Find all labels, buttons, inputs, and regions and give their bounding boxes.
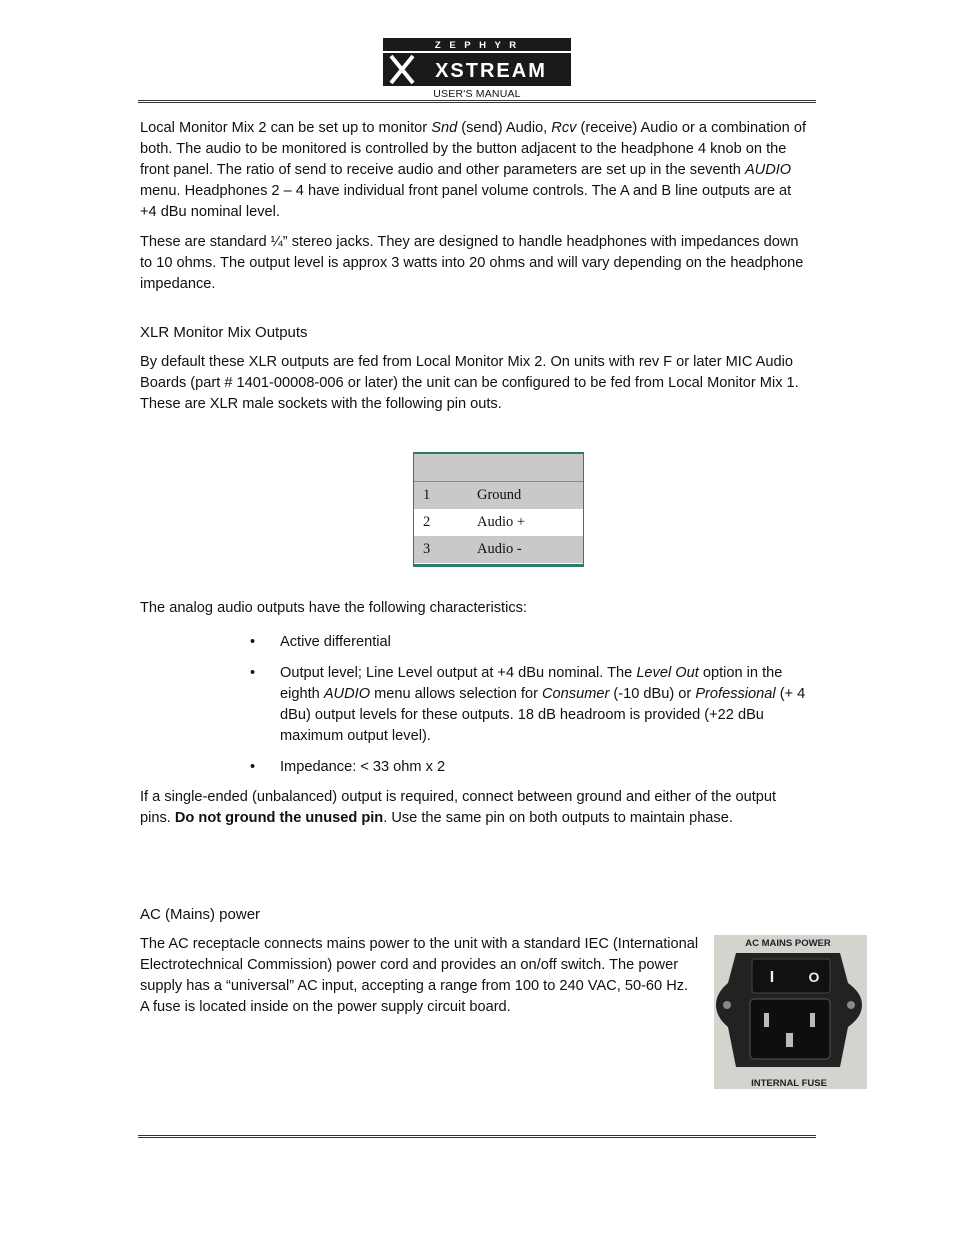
intro-paragraph-2: These are standard ¼” stereo jacks. They are designed to handle headphones with impedances down to 10 ohms. The output level is approx 3 watts into 20 ohms and will vary depending on the headphone impedance. — [140, 234, 804, 292]
zephyr-xstream-logo — [383, 38, 571, 86]
ac-paragraph: The AC receptacle connects mains power to the unit with a standard IEC (International Electrotechnical Commission) power cord and provides an on/off switch. The power supply has a “universal” AC input, accepting a range from 100 to 240 VAC, 50-60 Hz. A fuse is located inside on the power supply circuit board. — [140, 936, 699, 1015]
footer-rule — [138, 1135, 816, 1138]
header-rule — [138, 100, 816, 103]
list-item: • Output level; Line Level output at +4 dBu nominal. The Level Out option in the eighth AUDIO menu allows selection for Consumer (-10 dBu) or Professional (+ 4 dBu) output levels for these outputs. 18 dB headroom is provided (+22 dBu maximum output level). — [250, 665, 806, 744]
pin-number: 1 — [423, 487, 431, 503]
pin-number: 3 — [423, 541, 431, 557]
characteristics-intro: The analog audio outputs have the following characteristics: — [140, 600, 527, 616]
switch-off-glyph: O — [808, 969, 820, 985]
bullet-glyph: • — [250, 759, 256, 775]
characteristics-list — [250, 632, 810, 788]
switch-on-glyph: I — [769, 969, 775, 986]
xlr-paragraph: By default these XLR outputs are fed from Local Monitor Mix 2. On units with rev F or later MIC Audio Boards (part # 1401-00008-006 or later) the unit can be configured to be fed from Local Monitor Mix 1. These are XLR male sockets with the following pin outs. — [140, 354, 799, 412]
list-item: • Active differential — [250, 632, 810, 653]
intro-paragraph-1: Local Monitor Mix 2 can be set up to monitor Snd (send) Audio, Rcv (receive) Audio or a combination of both. The audio to be monitored is controlled by the button adjacent to the headphone 4 knob on the front panel. The ratio of send to receive audio and other parameters are set up in the seventh AUDIO menu. Headphones 2 – 4 have individual front panel volume controls. The A and B line outputs are at +4 dBu nominal level. — [140, 120, 807, 220]
ac-heading: AC (Mains) power — [140, 906, 261, 923]
bullet-glyph: • — [250, 665, 256, 681]
pinout-row — [414, 509, 583, 536]
logo-top-text: Z E P H Y R — [434, 40, 520, 51]
xlr-heading: XLR Monitor Mix Outputs — [140, 324, 308, 341]
pin-signal: Ground — [477, 487, 522, 503]
bullet-glyph: • — [250, 634, 256, 650]
photo-label-bottom: INTERNAL FUSE — [751, 1078, 827, 1089]
pin-signal: Audio - — [477, 541, 522, 557]
pin-signal: Audio + — [477, 514, 526, 530]
manual-subtitle: USER'S MANUAL — [433, 88, 521, 100]
pinout-table-header — [414, 454, 583, 482]
single-ended-paragraph: If a single-ended (unbalanced) output is required, connect between ground and either of the output pins. Do not ground the unused pin. Use the same pin on both outputs to maintain phase. — [140, 789, 777, 826]
photo-label-top: AC MAINS POWER — [745, 938, 831, 949]
pin-number: 2 — [423, 514, 431, 530]
xlr-pinout-table — [413, 452, 584, 567]
ac-receptacle-photo — [714, 935, 867, 1089]
pinout-row — [414, 536, 583, 563]
logo-main-text: XSTREAM — [435, 60, 547, 82]
pinout-row — [414, 482, 583, 509]
list-item: • Impedance: < 33 ohm x 2 — [250, 757, 810, 778]
